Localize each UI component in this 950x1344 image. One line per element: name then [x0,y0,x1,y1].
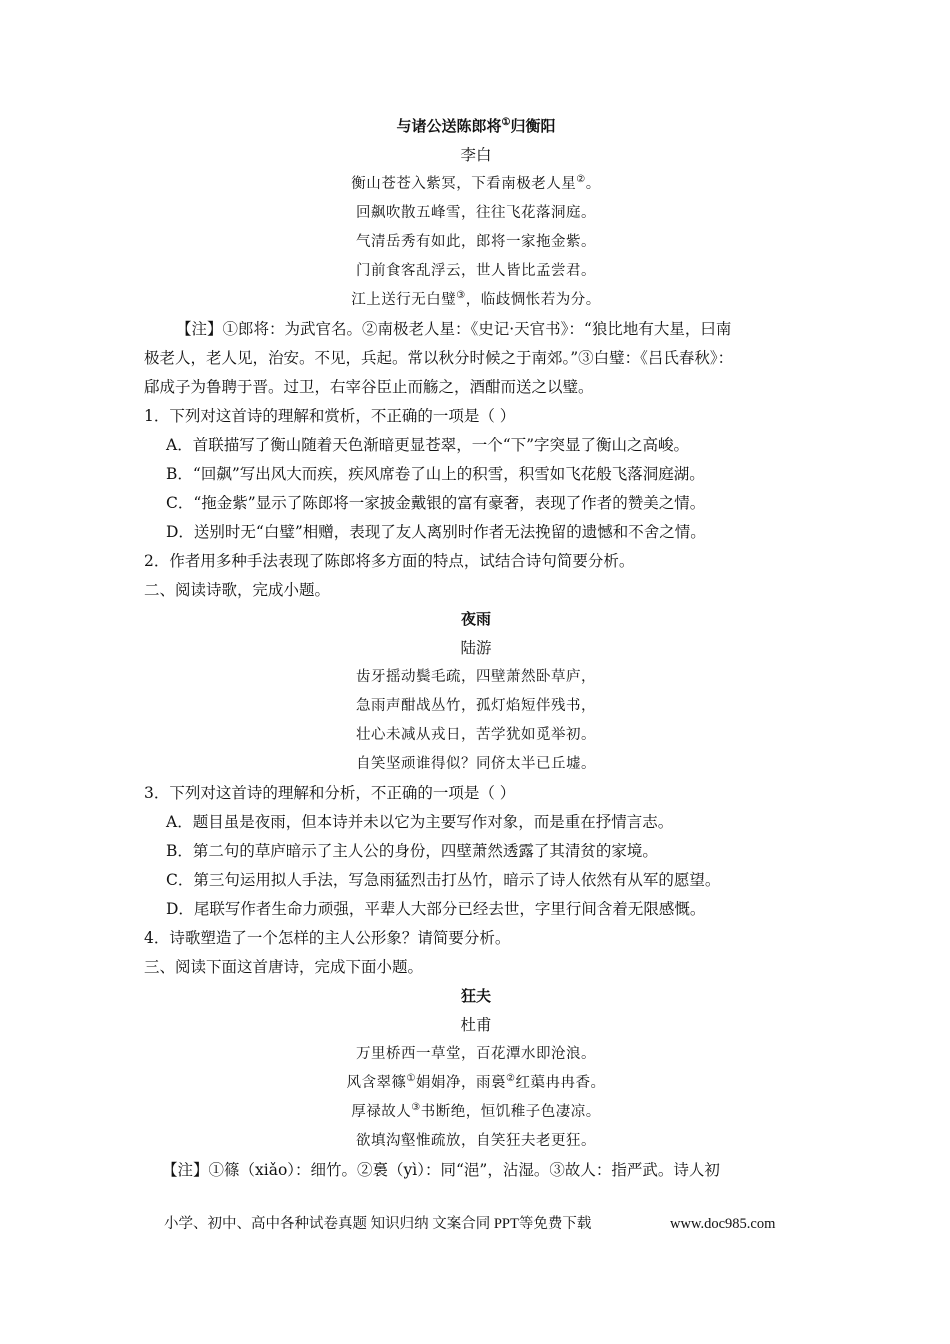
footer-text: 小学、初中、高中各种试卷真题 知识归纳 文案合同 PPT等免费下载 [164,1216,592,1232]
footer-url[interactable]: www.doc985.com [670,1216,776,1232]
question-1-stem: 1．下列对这首诗的理解和赏析，不正确的一项是（ ） [144,407,516,425]
poem1-line-4: 门前食客乱浮云，世人皆比孟尝君。 [356,263,596,279]
poem2-line-4: 自笑坚顽谁得似？同侪太半已丘墟。 [356,756,596,772]
poem3-line-3-a: 厚禄故人 [351,1104,412,1120]
poem3-line-3 [144,1098,808,1127]
poem3-author: 杜甫 [460,1016,492,1034]
poem3-line-3-b: 书断绝，恒饥稚子色凄凉。 [420,1104,601,1120]
poem1-author: 李白 [460,146,492,164]
poem1-line-1-footnote: ② [576,174,586,185]
poem3-line-2-c: 红蕖冉冉香。 [515,1075,606,1091]
poem1-note-line-2: 极老人，老人见，治安。不见，兵起。常以秋分时候之于南郊。”③白璧：《吕氏春秋》： [144,349,734,367]
poem2-line-2: 急雨声酣战丛竹，孤灯焰短伴残书， [356,698,596,714]
poem1-line-1-text: 衡山苍苍入紫冥，下看南极老人星 [351,176,577,192]
poem2-line-3: 壮心未减从戎日，苦学犹如觅举初。 [356,727,596,743]
poem3-line-1: 万里桥西一草堂，百花潭水即沧浪。 [356,1046,596,1062]
question-3-option-d: D．尾联写作者生命力顽强，平辈人大部分已经去世，字里行间含着无限感慨。 [166,900,706,918]
poem3-line-4: 欲填沟壑惟疏放，自笑狂夫老更狂。 [356,1133,596,1149]
question-1-option-d: D．送别时无“白璧”相赠，表现了友人离别时作者无法挽留的遗憾和不舍之情。 [166,523,706,541]
poem3-line-2-a: 风含翠篠 [346,1075,407,1091]
question-4: 4．诗歌塑造了一个怎样的主人公形象？请简要分析。 [144,929,511,947]
poem1-title-a: 与诸公送陈郎将 [396,117,502,135]
poem3-note: 【注】①篠（xiǎo）：细竹。②裛（yì）：同“浥”，沾湿。③故人：指严武。诗人初 [162,1161,720,1179]
poem1-line-2: 回飙吹散五峰雪，往往飞花落洞庭。 [356,205,596,221]
poem2-line-1: 齿牙摇动鬓毛疏，四壁萧然卧草庐， [356,669,596,685]
poem3-line-2-footnote-1: ① [406,1073,416,1084]
poem1-line-3: 气清岳秀有如此，郎将一家拖金紫。 [356,234,596,250]
question-1-option-c: C．“拖金紫”显示了陈郎将一家披金戴银的富有豪奢，表现了作者的赞美之情。 [166,494,706,512]
poem2-author: 陆游 [460,639,492,657]
section-2-heading: 二、阅读诗歌，完成小题。 [144,581,331,599]
section-3-heading: 三、阅读下面这首唐诗，完成下面小题。 [144,958,424,976]
poem3-line-2-b: 娟娟净，雨裛 [416,1075,506,1091]
document-page [144,112,808,1185]
poem1-line-1 [144,170,808,199]
poem1-line-5 [144,286,808,315]
poem3-line-2 [144,1069,808,1098]
question-1-option-a: A．首联描写了衡山随着天色渐暗更显苍翠，一个“下”字突显了衡山之高峻。 [166,436,690,454]
question-3-stem: 3．下列对这首诗的理解和分析，不正确的一项是（ ） [144,784,516,802]
question-3-option-c: C．第三句运用拟人手法，写急雨猛烈击打丛竹，暗示了诗人依然有从军的愿望。 [166,871,721,889]
question-2: 2．作者用多种手法表现了陈郎将多方面的特点，试结合诗句简要分析。 [144,552,635,570]
poem1-title-b: 归衡阳 [510,117,556,135]
poem3-line-3-footnote: ③ [411,1102,421,1113]
question-1-option-b: B．“回飙”写出风大而疾，疾风席卷了山上的积雪，积雪如飞花般飞落洞庭湖。 [166,465,705,483]
poem3-title: 狂夫 [460,987,491,1005]
poem1-line-1-tail: 。 [585,176,601,192]
poem1-line-5-text: 江上送行无白璧 [351,292,457,308]
poem1-title [144,112,808,141]
page-footer [164,1212,804,1236]
poem1-note-line-1: 【注】①郎将：为武官名。②南极老人星：《史记·天官书》：“狼比地有大星，曰南 [176,320,732,338]
poem3-line-2-footnote-2: ② [506,1073,516,1084]
poem1-line-5-footnote: ③ [456,290,466,301]
question-3-option-a: A．题目虽是夜雨，但本诗并未以它为主要写作对象，而是重在抒情言志。 [166,813,674,831]
poem2-title: 夜雨 [460,610,491,628]
question-3-option-b: B．第二句的草庐暗示了主人公的身份，四壁萧然透露了其清贫的家境。 [166,842,658,860]
poem1-title-footnote: ① [501,117,511,128]
poem1-line-5-tail: ，临歧惆怅若为分。 [465,292,601,308]
poem1-note-line-3: 郈成子为鲁聘于晋。过卫，右宰谷臣止而觞之，酒酣而送之以璧。 [144,378,594,396]
